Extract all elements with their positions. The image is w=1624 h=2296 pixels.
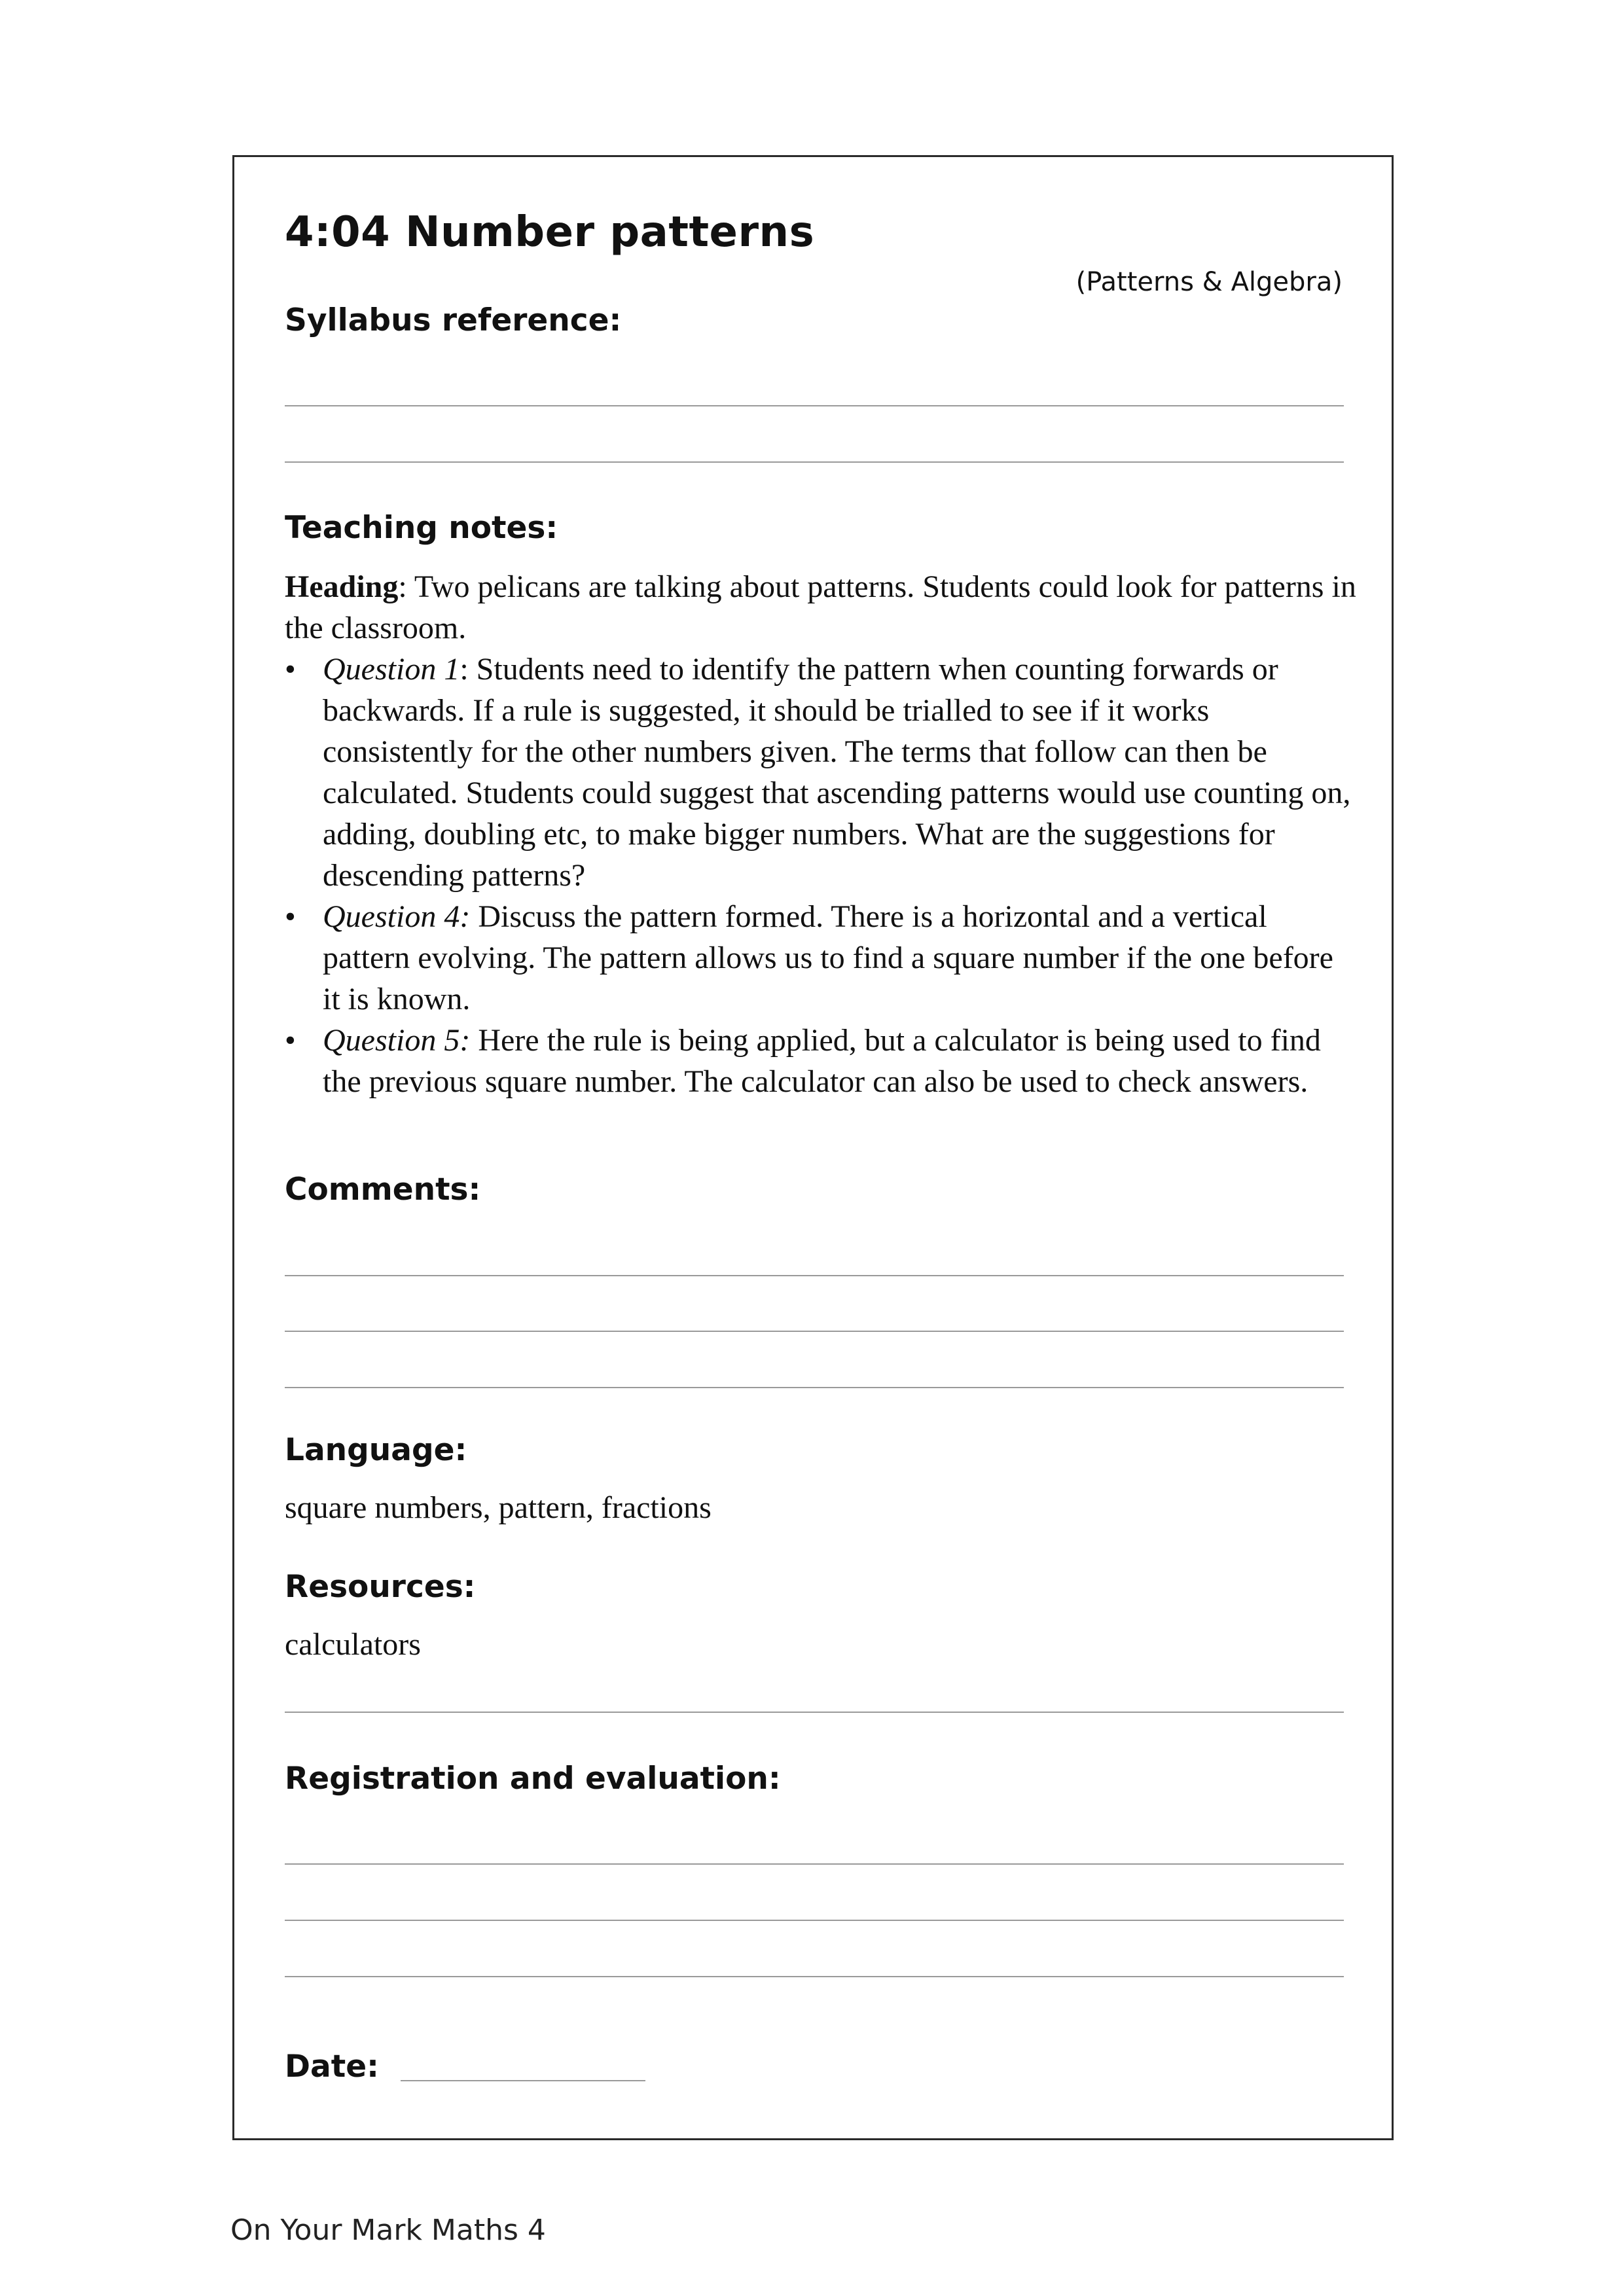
teaching-intro	[285, 566, 1358, 649]
comments-line-1	[285, 1275, 1344, 1276]
language-text: square numbers, pattern, fractions	[285, 1490, 712, 1525]
teaching-notes-body	[285, 566, 1358, 1102]
question-note: : Students need to identify the pattern when counting forwards or backwards. If a rule is suggested, it should be trialled to see if it works consistently for the other numbers given. The terms that follow can then be calculated. Students could suggest that ascending patterns would use counting on, adding, doubling etc, to make bigger numbers. What are the suggestions for descending patterns?	[323, 652, 1351, 893]
question-note: Discuss the pattern formed. There is a horizontal and a vertical pattern evolving. The pattern allows us to find a square number if the one before it is known.	[323, 899, 1333, 1016]
question-label: Question 5:	[323, 1023, 471, 1058]
list-item	[285, 1020, 1358, 1102]
footer-book-title: On Your Mark Maths 4	[230, 2214, 546, 2247]
strand-label: (Patterns & Algebra)	[1075, 267, 1343, 297]
comments-heading: Comments:	[285, 1172, 481, 1208]
comments-line-2	[285, 1331, 1344, 1332]
comments-line-3	[285, 1387, 1344, 1388]
list-item	[285, 649, 1358, 896]
resources-text: calculators	[285, 1627, 421, 1662]
language-heading: Language:	[285, 1432, 467, 1468]
question-note: Here the rule is being applied, but a calculator is being used to find the previous square number. The calculator can also be used to check answers.	[323, 1023, 1321, 1099]
worksheet-frame	[232, 155, 1394, 2140]
registration-line-2	[285, 1920, 1344, 1921]
bullet-icon: •	[285, 1023, 296, 1058]
intro-bold-label: Heading	[285, 569, 399, 604]
date-label: Date:	[285, 2049, 379, 2085]
resources-heading: Resources:	[285, 1569, 476, 1605]
intro-text: : Two pelicans are talking about patterns. Students could look for patterns in the classroom.	[285, 569, 1356, 645]
registration-heading: Registration and evaluation:	[285, 1761, 781, 1797]
bullet-icon: •	[285, 652, 296, 687]
question-notes-list	[285, 649, 1358, 1102]
registration-line-1	[285, 1863, 1344, 1865]
question-label: Question 4:	[323, 899, 471, 934]
question-label: Question 1	[323, 652, 460, 687]
teaching-notes-heading: Teaching notes:	[285, 510, 558, 546]
bullet-icon: •	[285, 899, 296, 934]
list-item	[285, 896, 1358, 1020]
page-title: 4:04 Number patterns	[285, 208, 815, 257]
syllabus-heading: Syllabus reference:	[285, 302, 622, 338]
syllabus-line-2	[285, 461, 1344, 463]
resources-line	[285, 1712, 1344, 1713]
date-line	[401, 2080, 645, 2081]
registration-line-3	[285, 1976, 1344, 1977]
syllabus-line-1	[285, 405, 1344, 406]
